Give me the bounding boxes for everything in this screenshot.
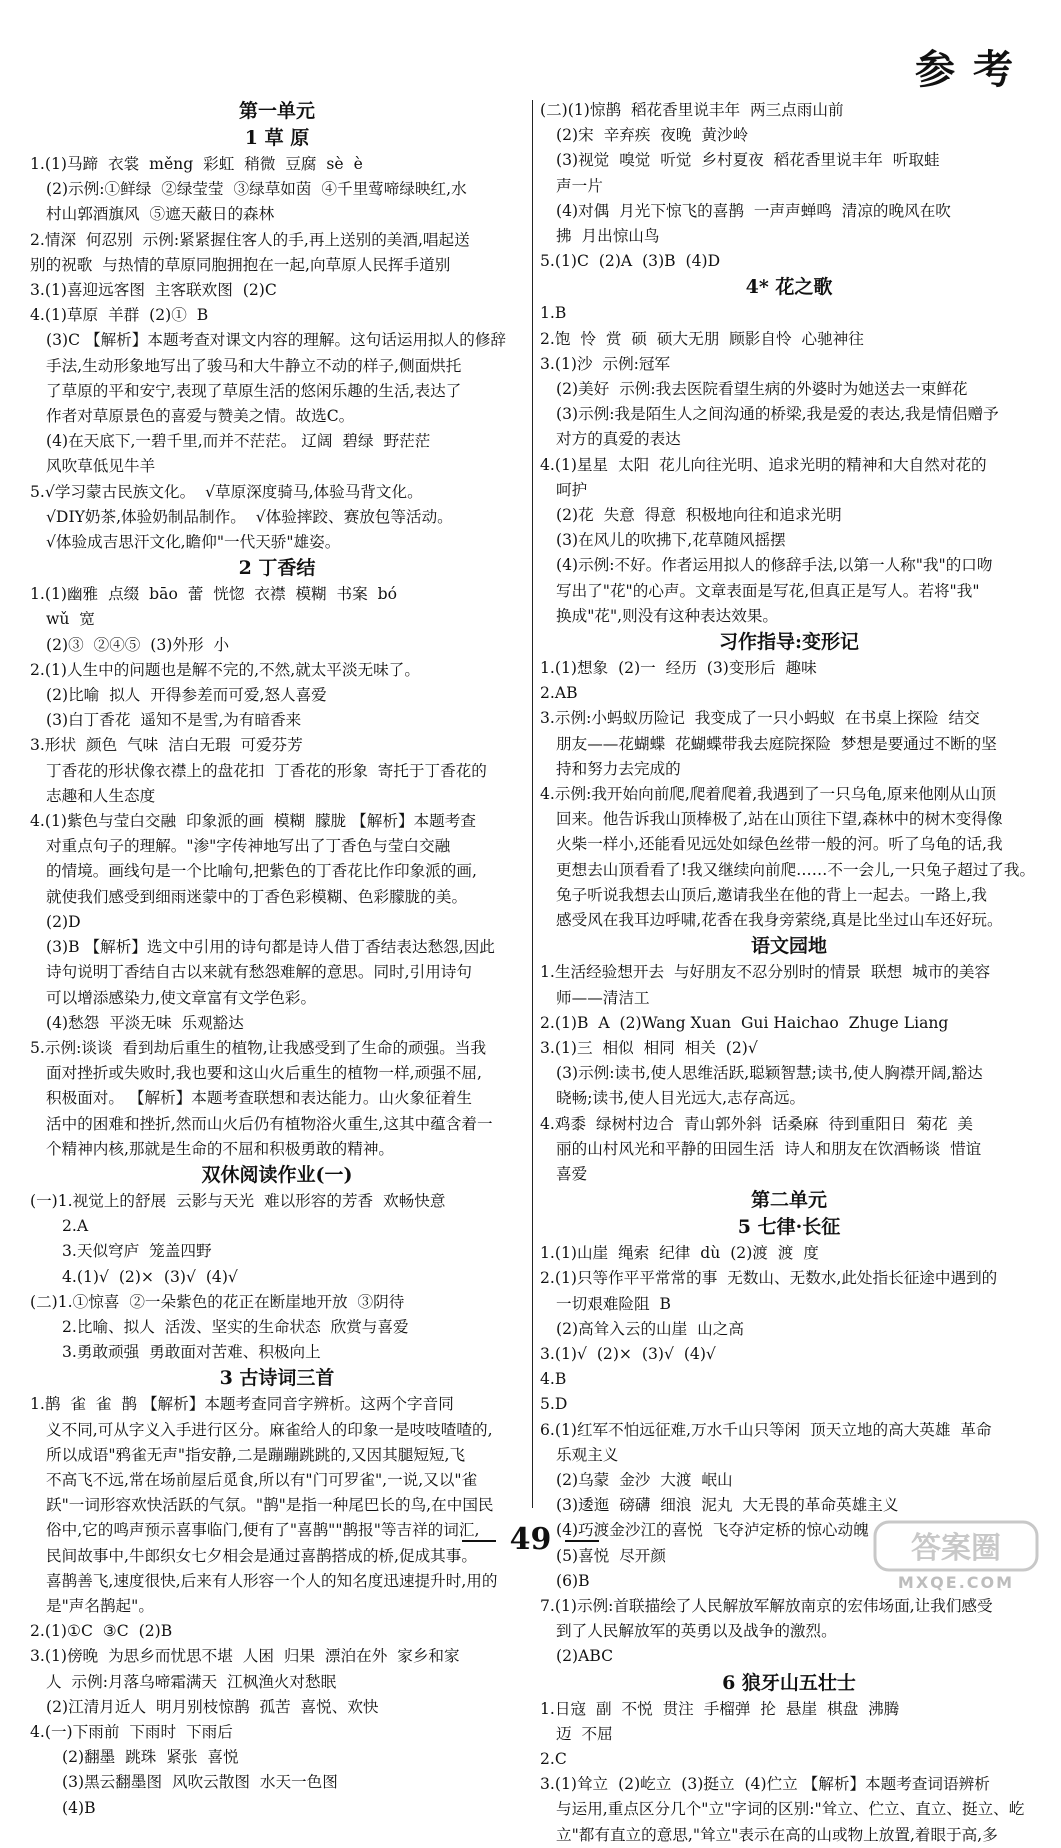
answer-line: 乐观主义 <box>556 1445 619 1464</box>
answer-line: (2)比喻 拟人 开得参差而可爱,怒人喜爱 <box>46 686 327 705</box>
answer-line: 活中的困难和挫折,然而山火后仍有植物浴火重生,这其中蕴含着一 <box>46 1114 493 1133</box>
answer-line: (2)ABC <box>556 1647 614 1666</box>
answer-line: √体验成吉思汗文化,瞻仰"一代天骄"雄姿。 <box>46 533 341 552</box>
answer-line: 5.D <box>540 1395 568 1414</box>
answer-line: 3.(1)耸立 (2)屹立 (3)挺立 (4)伫立 【解析】本题考查词语辨析 <box>540 1775 990 1794</box>
answer-line: 2.(1)①C ③C (2)B <box>30 1622 173 1641</box>
answer-line: 4.(1)星星 太阳 花儿向往光明、追求光明的精神和大自然对花的 <box>540 455 987 474</box>
answer-line: 换成"花",则没有这种表达效果。 <box>556 606 779 625</box>
answer-line: 4.(一)下雨前 下雨时 下雨后 <box>30 1722 233 1741</box>
answer-line: 跃"一词形容欢快活跃的气氛。"鹊"是指一种尾巴长的鸟,在中国民 <box>46 1496 494 1515</box>
answer-line: (3)白丁香花 遥知不是雪,为有暗香来 <box>46 711 302 730</box>
answer-line: √DIY奶茶,体验奶制品制作。 √体验摔跤、赛放包等活动。 <box>46 507 453 526</box>
answer-line: 4.B <box>540 1370 567 1389</box>
answer-line: 与运用,重点区分几个"立"字词的区别:"耸立、伫立、直立、挺立、屹 <box>556 1800 1025 1819</box>
answer-line: 2.饱 怜 赏 硕 硕大无朋 顾影自怜 心驰神往 <box>540 329 864 348</box>
answer-line: (6)B <box>556 1571 590 1590</box>
answer-line: 晓畅;读书,使人目光远大,志存高远。 <box>556 1089 806 1108</box>
answer-line: wǔ 宽 <box>46 610 95 629</box>
answer-line: (2)D <box>46 912 81 931</box>
page-number-text: 49 <box>509 1522 552 1557</box>
answer-line: 4.鸡黍 绿树村边合 青山郭外斜 话桑麻 待到重阳日 菊花 美 <box>540 1114 974 1133</box>
answer-line: (3)C 【解析】本题考查对课文内容的理解。这句话运用拟人的修辞 <box>46 331 507 350</box>
watermark-text: 答案圈 <box>911 1531 1001 1566</box>
answer-line: 4.示例:我开始向前爬,爬着爬着,我遇到了一只乌龟,原来他刚从山顶 <box>540 785 997 804</box>
answer-line: (4)在天底下,一碧千里,而并不茫茫。 辽阔 碧绿 野茫茫 <box>46 432 431 451</box>
answer-line: 到了人民解放军的英勇以及战争的激烈。 <box>556 1622 837 1641</box>
answer-line: (3)视觉 嗅觉 听觉 乡村夏夜 稻花香里说丰年 听取蛙 <box>556 151 940 170</box>
section-heading: 4* 花之歌 <box>745 276 833 299</box>
answer-line: 2.A <box>62 1217 89 1236</box>
answer-line: 5.√学习蒙古民族文化。 √草原深度骑马,体验马背文化。 <box>30 482 423 501</box>
answer-line: 个精神内核,那就是生命的不屈和积极勇敢的精神。 <box>46 1139 395 1158</box>
answer-line: 对重点句子的理解。"渗"字传神地写出了丁香色与莹白交融 <box>46 837 451 856</box>
answer-line: 1.日寇 副 不悦 贯注 手榴弹 抡 悬崖 棋盘 沸腾 <box>540 1699 900 1718</box>
answer-line: (4)对偶 月光下惊飞的喜鹊 一声声蝉鸣 清凉的晚风在吹 <box>556 201 951 220</box>
answer-line: (4)示例:不好。作者运用拟人的修辞手法,以第一人称"我"的口吻 <box>556 556 993 575</box>
section-heading: 3 古诗词三首 <box>219 1367 335 1390</box>
answer-line: 2.AB <box>540 684 578 703</box>
section-heading: 6 狼牙山五壮士 <box>722 1671 856 1694</box>
answer-line: 3.勇敢顽强 勇敢面对苦难、积极向上 <box>62 1343 321 1362</box>
answer-line: 1.B <box>540 304 567 323</box>
answer-line: (2)示例:①鲜绿 ②绿莹莹 ③绿草如茵 ④千里莺啼绿映红,水 <box>46 180 467 199</box>
answer-line: (4)B <box>62 1798 96 1817</box>
answer-line: 2.比喻、拟人 活泼、坚实的生命状态 欣赏与喜爱 <box>62 1317 409 1336</box>
answer-line: 民间故事中,牛郎织女七夕相会是通过喜鹊搭成的桥,促成其事。 <box>46 1546 477 1565</box>
answer-line: 别的祝歌 与热情的草原同胞拥抱在一起,向草原人民挥手道别 <box>30 255 451 274</box>
answer-line: 2.C <box>540 1749 567 1768</box>
answer-line: 持和努力去完成的 <box>556 759 681 778</box>
answer-line: 的情境。画线句是一个比喻句,把紫色的丁香花比作印象派的画, <box>46 862 477 881</box>
answer-line: 1.(1)山崖 绳索 纪律 dù (2)渡 渡 度 <box>540 1244 819 1263</box>
page-number-dash-right <box>565 1540 599 1542</box>
answer-line: 积极面对。 【解析】本题考查联想和表达能力。山火象征着生 <box>46 1089 472 1108</box>
answer-line: (3)B 【解析】选文中引用的诗句都是诗人借丁香结表达愁怨,因此 <box>46 938 495 957</box>
column-divider <box>532 100 533 1508</box>
answer-line: 所以成语"鸦雀无声"指安静,二是蹦蹦跳跳的,又因其腿短短,飞 <box>46 1445 466 1464</box>
answer-line: 火柴一样小,还能看见远处如绿色丝带一般的河。听了乌龟的话,我 <box>556 835 1003 854</box>
watermark-logo <box>871 1518 1041 1594</box>
answer-line: 立"都有直立的意思,"耸立"表示在高的山或物上放置,着眼于高,多 <box>556 1825 998 1844</box>
answer-line: 兔子听说我想去山顶后,邀请我坐在他的背上一起去。一路上,我 <box>556 885 987 904</box>
answer-line: (3)示例:我是陌生人之间沟通的桥梁,我是爱的表达,我是情侣赠予 <box>556 405 999 424</box>
answer-line: 对方的真爱的表达 <box>556 430 681 449</box>
answer-line: 2.(1)只等作平平常常的事 无数山、无数水,此处指长征途中遇到的 <box>540 1269 998 1288</box>
answer-column-left <box>30 98 524 1821</box>
answer-line: 4.(1)紫色与莹白交融 印象派的画 模糊 朦胧 【解析】本题考查 <box>30 812 476 831</box>
answer-line: 3.(1)傍晚 为思乡而忧思不堪 人困 归果 漂泊在外 家乡和家 <box>30 1647 460 1666</box>
answer-line: 2.情深 何忍别 示例:紧紧握住客人的手,再上送别的美酒,唱起送 <box>30 230 470 249</box>
section-heading: 习作指导:变形记 <box>718 631 859 654</box>
answer-line: 3.形状 颜色 气味 洁白无瑕 可爱芬芳 <box>30 736 303 755</box>
answer-line: (二)1.①惊喜 ②一朵紫色的花正在断崖地开放 ③阴待 <box>30 1292 405 1311</box>
answer-line: 一切艰难险阻 B <box>556 1294 671 1313</box>
answer-line: 村山郭酒旗风 ⑤遮天蔽日的森林 <box>46 205 275 224</box>
answer-line: 了草原的平和安宁,表现了草原生活的悠闲乐趣的生活,表达了 <box>46 381 462 400</box>
answer-line: 丽的山村风光和平静的田园生活 诗人和朋友在饮酒畅谈 惜谊 <box>556 1139 982 1158</box>
answer-line: 1.(1)马蹄 衣裳 měng 彩虹 稍微 豆腐 sè è <box>30 155 363 173</box>
answer-line: (3)在风儿的吹拂下,花草随风摇摆 <box>556 531 786 550</box>
answer-line: 回来。他告诉我山顶棒极了,站在山顶往下望,森林中的树木变得像 <box>556 810 1003 829</box>
answer-line: 志趣和人生态度 <box>46 786 156 805</box>
answer-line: (2)高耸入云的山崖 山之高 <box>556 1319 744 1338</box>
answer-line: 俗中,它的鸣声预示喜事临门,便有了"喜鹊""鹊报"等吉祥的词汇, <box>46 1521 480 1540</box>
answer-line: (2)江清月近人 明月别枝惊鹊 孤苦 喜悦、欢快 <box>46 1697 379 1716</box>
answer-line: 就使我们感受到细雨迷蒙中的丁香色彩模糊、色彩朦胧的美。 <box>46 887 468 906</box>
answer-line: (4)愁怨 平淡无味 乐观豁达 <box>46 1013 244 1032</box>
answer-line: 义不同,可从字义入手进行区分。麻雀给人的印象一是吱吱喳喳的, <box>46 1420 493 1439</box>
answer-line: 5.(1)C (2)A (3)B (4)D <box>540 252 721 271</box>
answer-line: 5.示例:谈谈 看到劫后重生的植物,让我感受到了生命的顽强。当我 <box>30 1038 487 1057</box>
answer-line: 1.鹊 雀 雀 鹊 【解析】本题考查同音字辨析。这两个字音同 <box>30 1395 454 1414</box>
answer-line: 1.(1)幽雅 点缀 bāo 蕾 恍惚 衣襟 模糊 书案 bó <box>30 585 398 604</box>
answer-line: (2)乌蒙 金沙 大渡 岷山 <box>556 1470 733 1489</box>
answer-line: 6.(1)红军不怕远征难,万水千山只等闲 顶天立地的高大英雄 革命 <box>540 1420 992 1439</box>
answer-line: 3.(1)沙 示例:冠军 <box>540 354 671 373</box>
answer-line: (一)1.视觉上的舒展 云影与天光 难以形容的芳香 欢畅快意 <box>30 1191 446 1210</box>
answer-line: 可以增添感染力,使文章富有文学色彩。 <box>46 988 317 1007</box>
answer-line: 不高飞不远,常在场前屋后觅食,所以有"门可罗雀",一说,又以"雀 <box>46 1470 478 1489</box>
section-heading: 语文园地 <box>750 935 827 958</box>
answer-line: 师——清洁工 <box>556 988 650 1007</box>
watermark-url: MXQE.COM <box>897 1573 1015 1592</box>
answer-line: (2)美好 示例:我去医院看望生病的外婆时为她送去一束鲜花 <box>556 380 968 399</box>
answer-line: (2)③ ②④⑤ (3)外形 小 <box>46 635 230 654</box>
answer-line: (二)(1)惊鹊 稻花香里说丰年 两三点雨山前 <box>540 101 844 119</box>
answer-line: (2)花 失意 得意 积极地向往和追求光明 <box>556 506 842 525</box>
answer-line: 1.(1)想象 (2)一 经历 (3)变形后 趣味 <box>540 659 817 678</box>
answer-line: 2.(1)人生中的问题也是解不完的,不然,就太平淡无味了。 <box>30 660 420 679</box>
answer-line: 感受风在我耳边呼啸,花香在我身旁萦绕,真是比坐过山车还好玩。 <box>556 911 1003 930</box>
answer-line: 喜鹊善飞,速度很快,后来有人形容一个人的知名度迅速提升时,用的 <box>46 1571 498 1590</box>
answer-line: 作者对草原景色的喜爱与赞美之情。故选C。 <box>46 407 355 426</box>
answer-line: (3)黑云翻墨图 风吹云散图 水天一色图 <box>62 1773 338 1792</box>
answer-line: 1.生活经验想开去 与好朋友不忍分别时的情景 联想 城市的美容 <box>540 963 991 982</box>
answer-line: (3)示例:读书,使人思维活跃,聪颖智慧;读书,使人胸襟开阔,豁达 <box>556 1064 983 1083</box>
answer-line: (2)翻墨 跳珠 紧张 喜悦 <box>62 1748 239 1767</box>
section-heading: 5 七律·长征 <box>737 1216 841 1239</box>
answer-line: 更想去山顶看看了!我又继续向前爬……不一会儿,一只兔子超过了我。 <box>556 860 1036 879</box>
answer-line: 呵护 <box>556 480 588 499</box>
answer-line: 手法,生动形象地写出了骏马和大牛静立不动的样子,侧面烘托 <box>46 356 462 375</box>
answer-line: 风吹草低见牛羊 <box>46 457 156 476</box>
answer-line: 写出了"花"的心声。文章表面是写花,但真正是写人。若将"我" <box>556 581 980 600</box>
answer-line: 3.天似穹庐 笼盖四野 <box>62 1242 212 1261</box>
answer-line: 面对挫折或失败时,我也要和这山火后重生的植物一样,顽强不屈, <box>46 1064 482 1083</box>
section-heading: 第一单元 <box>238 100 315 122</box>
answer-line: 2.(1)B A (2)Wang Xuan Gui Haichao Zhuge Liang <box>540 1013 949 1032</box>
answer-line: 迈 不屈 <box>556 1724 613 1743</box>
answer-line: (4)巧渡金沙江的喜悦 飞夺泸定桥的惊心动魄 <box>556 1521 869 1540</box>
answer-line: 3.(1)喜迎远客图 主客联欢图 (2)C <box>30 281 277 300</box>
answer-line: 3.示例:小蚂蚁历险记 我变成了一只小蚂蚁 在书桌上探险 结交 <box>540 709 980 728</box>
answer-line: 7.(1)示例:首联描绘了人民解放军解放南京的宏伟场面,让我们感受 <box>540 1596 993 1615</box>
answer-line: 3.(1)三 相似 相同 相关 (2)√ <box>540 1038 758 1057</box>
answer-line: 喜爱 <box>556 1164 588 1183</box>
answer-line: 是"声名鹊起"。 <box>46 1596 154 1615</box>
answer-line: 3.(1)√ (2)× (3)√ (4)√ <box>540 1344 716 1363</box>
section-heading: 2 丁香结 <box>238 557 316 580</box>
answer-line: 声一片 <box>556 176 603 195</box>
answer-line: 诗句说明丁香结自古以来就有愁怨难解的意思。同时,引用诗句 <box>46 963 472 982</box>
page-number-dash-left <box>462 1540 496 1542</box>
answer-line: (5)喜悦 尽开颜 <box>556 1546 666 1565</box>
answer-line: 4.(1)√ (2)× (3)√ (4)√ <box>62 1267 238 1286</box>
answer-line: 人 示例:月落乌啼霜满天 江枫渔火对愁眠 <box>46 1672 337 1691</box>
answer-line: 朋友——花蝴蝶 花蝴蝶带我去庭院探险 梦想是要通过不断的坚 <box>556 734 997 753</box>
section-heading: 1 草 原 <box>244 127 310 149</box>
page-header-title: 参考 <box>915 46 1031 93</box>
answer-line: 丁香花的形状像衣襟上的盘花扣 丁香花的形象 寄托于丁香花的 <box>46 761 487 780</box>
answer-line: (2)宋 辛弃疾 夜晚 黄沙岭 <box>556 126 749 145</box>
answer-line: 4.(1)草原 羊群 (2)① B <box>30 306 209 325</box>
section-heading: 第二单元 <box>750 1189 827 1212</box>
section-heading: 双休阅读作业(一) <box>201 1163 353 1186</box>
answer-line: (3)逶迤 磅礴 细浪 泥丸 大无畏的革命英雄主义 <box>556 1496 899 1515</box>
answer-line: 拂 月出惊山鸟 <box>556 227 660 246</box>
